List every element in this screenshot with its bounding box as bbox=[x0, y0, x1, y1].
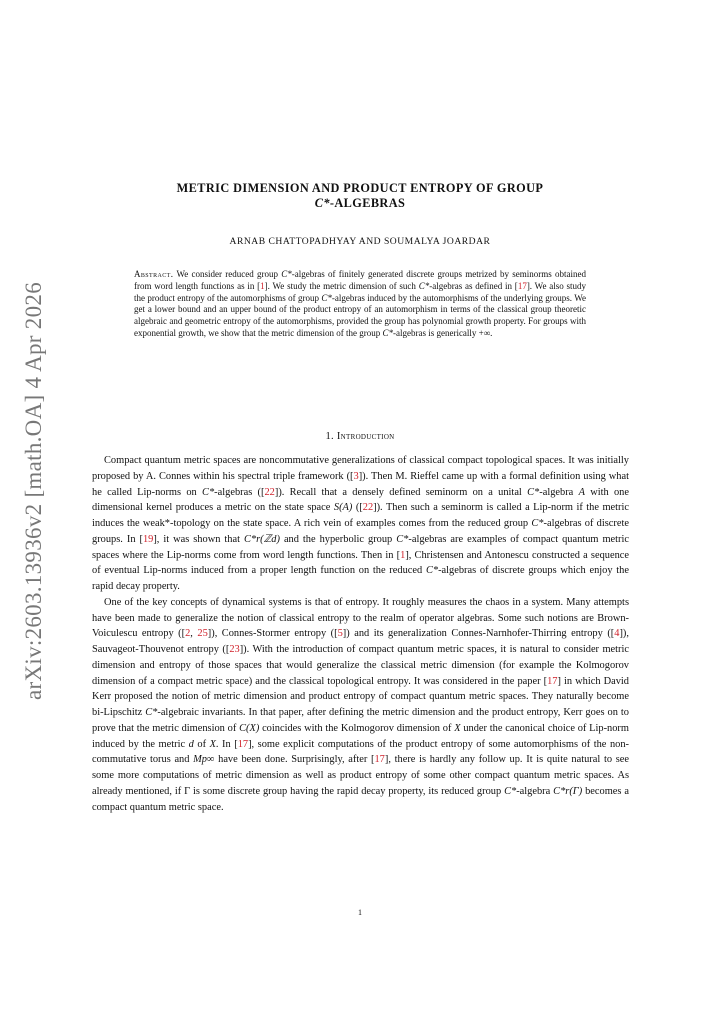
citation-link[interactable]: 17 bbox=[237, 738, 249, 750]
citation-link[interactable]: 25 bbox=[197, 628, 208, 640]
citation-link[interactable]: 1 bbox=[400, 549, 406, 561]
citation-link[interactable]: 19 bbox=[142, 533, 154, 545]
title-line-1: METRIC DIMENSION AND PRODUCT ENTROPY OF GROUP bbox=[176, 181, 544, 195]
citation-link[interactable]: 23 bbox=[229, 644, 240, 655]
citation-link[interactable]: 17 bbox=[374, 754, 385, 766]
citation-link[interactable]: 17 bbox=[517, 280, 527, 291]
citation-link[interactable]: 2 bbox=[185, 628, 191, 640]
arxiv-stamp bbox=[16, 282, 52, 700]
section-heading bbox=[80, 431, 640, 442]
paper-title bbox=[80, 181, 640, 211]
authors: ARNAB CHATTOPADHYAY AND SOUMALYA JOARDAR bbox=[229, 236, 491, 247]
abstract: Abstract. We consider reduced group C*-algebras of finitely generated discrete groups metrized by seminorms obtained from word length functions as in [1]. We study the metric dimension of such C*-algebras as defined in [17]. We also study the product entropy of the automorphisms of group C*-algebras induced by the automorphisms of the underlying groups. We get a lower bound and an upper bound of the product entropy of an automorphism in terms of the classical group theoretic algebraic and geometric entropy of the automorphisms, provided the group has polynomial growth property. For groups with exponential growth, we show that the metric dimension of the group C*-algebras is generically +∞. bbox=[134, 269, 586, 338]
section-title: Introduction bbox=[336, 431, 395, 442]
title-line-2-rest: -ALGEBRAS bbox=[329, 196, 406, 210]
citation-link[interactable]: 22 bbox=[362, 502, 374, 514]
citation-link[interactable]: 4 bbox=[614, 628, 620, 640]
page-number: 1 bbox=[358, 908, 362, 917]
introduction-body bbox=[92, 453, 629, 815]
paragraph-1: Compact quantum metric spaces are noncommutative generalizations of classical compact topological spaces. It was initially proposed by A. Connes within his spectral triple framework ([3]). Then M. Rieffel came up with a formal definition using what he called Lip-norms on C*-algebras ([22]). Recall that a densely defined seminorm on a unital C*-algebra A with one dimensional kernel produces a metric on the state space S(A) ([22]). Then such a seminorm is called a Lip-norm if the metric induces the weak*-topology on the state space. A rich vein of examples comes from the reduced group C*-algebras of discrete groups. In [19], it was shown that C*r(ℤd) and the hyperbolic group C*-algebras are examples of compact quantum metric spaces where the Lip-norms come from word length functions. Then in [1], Christensen and Antonescu constructed a sequence of eventual Lip-norms induced from a proper length function on the reduced C*-algebras of discrete groups which enjoy the rapid decay property. bbox=[92, 455, 629, 592]
citation-link[interactable]: 22 bbox=[264, 486, 275, 498]
title-line-2 bbox=[80, 196, 640, 211]
abstract-label: Abstract. bbox=[134, 269, 174, 279]
arxiv-stamp-text: arXiv:2603.13936v2 [math.OA] 4 Apr 2026 bbox=[21, 282, 47, 700]
title-cstar: C* bbox=[314, 196, 330, 210]
citation-link[interactable]: 5 bbox=[337, 628, 343, 640]
section-number: 1. bbox=[325, 431, 337, 442]
citation-link[interactable]: 17 bbox=[547, 675, 558, 687]
citation-link[interactable]: 3 bbox=[353, 470, 359, 482]
paragraph-2: One of the key concepts of dynamical systems is that of entropy. It roughly measures the chaos in a system. Many attempts have been made to generalize the notion of classical entropy to the realm of operator algebras. Some such notions are Brown-Voiculescu entropy ([2, 25]), Connes-Stormer entropy ([5]) and its generalization Connes-Narnhofer-Thirring entropy ([4]), Sauvageot-Thouvenot entropy ([23]). With the introduction of compact quantum metric spaces, it is natural to consider metric dimension and entropy of those spaces that would generalize the classical metric dimension (for example the Kolmogorov dimension of a compact metric space) and the classical topological entropy. It was considered in the paper [17] in which David Kerr proposed the notion of metric dimension and product entropy of compact quantum metric spaces. They naturally become bi-Lipschitz C*-algebraic invariants. In that paper, after defining the metric dimension and the product entropy, Kerr goes on to prove that the metric dimension of C(X) coincides with the Kolmogorov dimension of X under the canonical choice of Lip-norm induced by the metric d of X. In [17], some explicit computations of the product entropy of some automorphisms of the non-commutative torus and Mp∞ have been done. Surprisingly, after [17], there is hardly any follow up. It is quite natural to see some more computations of metric dimension as well as product entropy of some other compact quantum metric spaces. As already mentioned, if Γ is some discrete group having the rapid decay property, its reduced group C*-algebra C*r(Γ) becomes a compact quantum metric space. bbox=[92, 596, 630, 813]
citation-link[interactable]: 1 bbox=[260, 280, 265, 291]
